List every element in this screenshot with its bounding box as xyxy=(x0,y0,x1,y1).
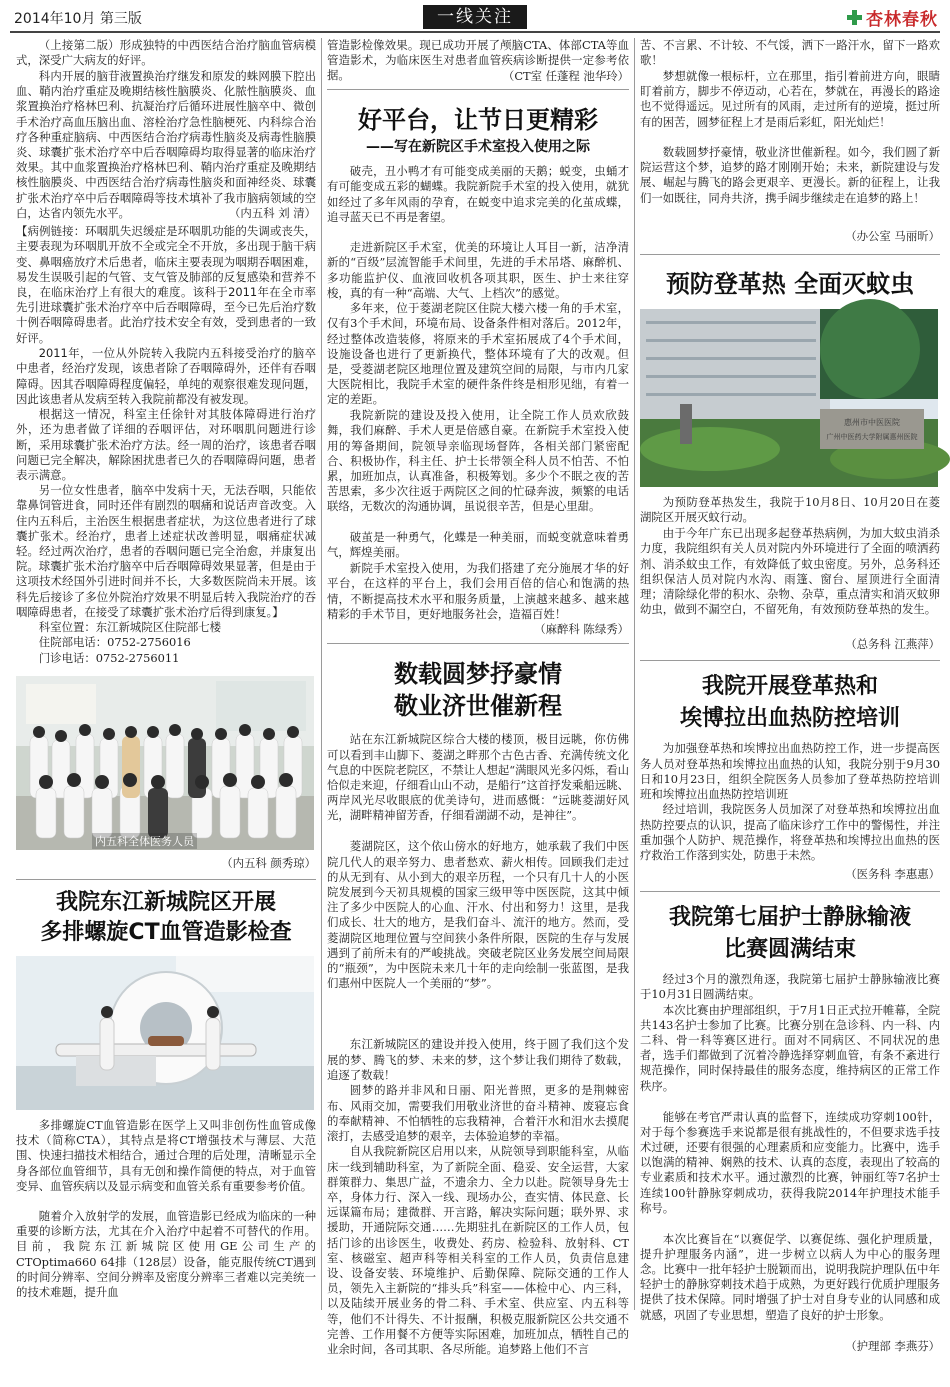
byline: （内五科 刘 清） xyxy=(229,206,316,220)
logo-text: 杏林春秋 xyxy=(866,9,938,30)
article-paragraph: 经过3个月的激烈角逐，我院第七届护士静脉输液比赛于10月31日圆满结束。 xyxy=(640,971,940,1001)
section-divider xyxy=(640,660,940,661)
article-paragraph: 能够在考官严肃认真的监督下，连续成功穿刺100针，对于每个参赛选手来说都是很有挑战性的，不但要求选手技术过硬，还要有很强的心理素质和应变能力。比赛中，选手以饱满的精神、娴熟的技术、认真的态度，表现出了较高的专业素质和技术水平。通过激烈的比赛，钟丽红等7名护士连续100针静脉穿刺成功，获得我院2014年护理技术能手称号。 xyxy=(640,1109,940,1215)
staff-group-photo xyxy=(16,676,314,850)
column-divider xyxy=(321,38,322,1310)
section-divider xyxy=(327,89,629,90)
ct-scanner-photo xyxy=(16,956,314,1110)
column-right xyxy=(640,38,940,1354)
article-paragraph: 我院新院的建设及投入使用，让全院工作人员欢欣鼓舞，我们麻醉、手术人更是倍感自豪。在新院手术室投入使用的筹备期间，院领导亲临现场督阵，各相关部门紧密配合、积极协作，科主任、护士长带领全科人员不怕苦、不怕累，加班加点，认真准备，积极筹划。多少个不眠之夜的苦苦思索，多少次往返于两院区之间的忙碌奔波，频繁的电话联络，无数次的沟通协调，虽说很辛苦，但是心里甜。 xyxy=(327,408,629,514)
article-continuation: （上接第二版）形成独特的中西医结合治疗脑血管病模式，深受广大病友的好评。 xyxy=(16,38,316,68)
section-divider xyxy=(640,891,940,892)
byline: （内五科 颜秀琼） xyxy=(221,855,316,870)
case-link-paragraph: 根据这一情况，科室主任徐针对其肢体障碍进行治疗外，还为患者做了详细的吞咽评估，对环咽肌问题进行诊断，采用球囊扩张术治疗方法。经一周的治疗，该患者吞咽问题已完全解决，解除困扰患者已久的吞咽障碍问题，患者表示满意。 xyxy=(16,407,316,483)
medical-cross-icon xyxy=(847,10,862,25)
article-paragraph: 梦想就像一根标杆，立在那里，指引着前进方向，眼睛盯着前方，脚步不停迈动，心若在，梦就在，再漫长的路途也不觉得遥远。见过所有的风雨，走过所有的逆境，挺过所有的困苦，圆梦征程上才是雨后彩虹，阳光灿烂！ xyxy=(640,69,940,129)
byline: （医务科 李惠惠） xyxy=(845,867,940,882)
article-paragraph: 走进新院区手术室，优美的环境让人耳目一新，洁净清新的“百级”层流智能手术间里，先进的手术吊塔、麻醉机、多功能监护仪、血液回收机各项其职，医生、护士来往穿梭，真的有一种“高端、大气、上档次”的感觉。 xyxy=(327,240,629,300)
column-middle xyxy=(327,38,629,1387)
article-paragraph: 为加强登革热和埃博拉出血热防控工作，进一步提高医务人员对登革热和埃博拉出血热的认知，我院分别于9月30日和10月23日，组织全院医务人员参加了登革热防控培训班和埃博拉出血热防控培训班 xyxy=(640,741,940,802)
article-paragraph: 科内开展的脑苷液置换治疗继发和原发的蛛网膜下腔出血、鞘内治疗重症及晚期结核性脑膜炎、化脓性脑膜炎、血浆置换治疗格林巴利、抗凝治疗后循环进展性脑卒中、微创手术治疗高血压脑出血、溶栓治疗急性脑梗死、内科综合治疗各种重症脑病、中西医结合治疗病毒性脑炎及病毒性脑膜炎、球囊扩张术治疗卒中后吞咽障碍均取得显著的临床治疗效果。其中血浆置换治疗格林巴利、鞘内治疗重症及晚期结核性脑膜炎、中西医结合治疗病毒性脑炎和面神经炎、球囊扩张术治疗卒中后吞咽障碍等技术填补了我市脑病领域的空白，达省内领先水平。 xyxy=(16,69,316,220)
hospital-grounds-photo xyxy=(640,309,938,487)
hospital-grounds-image xyxy=(640,309,938,487)
article-paragraph: 菱湖院区，这个依山傍水的好地方，她承载了我们中医院几代人的艰辛努力、患者愁欢、薪火相传。回顾我们走过的从无到有、从小到大的艰辛历程，一个只有几十人的小医院发展到今天初具规模的国家三级甲等中医医院，这其中倾注了多少中医院人的心血、汗水、付出和努力！这里，是我们成长、壮大的地方，是我们奋斗、流汗的地方。然而，受菱湖院区地理位置与空间狭小条件所限，医院的生存与发展遇到了前所未有的严峻挑战。突破老院区业务发展空间局限的“瓶颈”，为中医院未来几十年的走向绘制一张蓝图，是我们惠州中医院人一个美丽的“梦”。 xyxy=(327,839,629,991)
byline: （总务科 江燕萍） xyxy=(845,637,940,652)
article-paragraph: 站在东江新城院区综合大楼的楼顶，极目远眺，你仿佛可以看到丰山脚下、菱湖之畔那个古色古香、充满传统文化气息的中医院老院区，不禁让人想起“满眼风光多闪烁，看山恰似走来迎，仔细看山山不动，是船行”这首抒发乘船远眺、两岸风光尽收眼底的优美诗句，进而感慨：“远眺菱湖好风光，湖畔精神留芳香，仔细看湖湖不动，是神往”。 xyxy=(327,732,629,823)
article-paragraph: 本次比赛旨在“以赛促学、以赛促练、强化护理质量，提升护理服务内涵”，进一步树立以病人为中心的服务理念。比赛中一批年轻护士脱颖而出，说明我院护理队伍中年轻护士的静脉穿刺技术趋于成熟，为更好践行优质护理服务提供了技术保障。同时增强了护士对自身专业的认同感和成就感，巩固了专业思想，塑造了良好的护士形象。 xyxy=(640,1231,940,1322)
section-title: 一线关注 xyxy=(423,5,527,29)
headline-dengue: 预防登革热 全面灭蚊虫 xyxy=(665,270,915,299)
byline: （CT室 任蓬程 池华玲） xyxy=(502,69,629,83)
headline-nurse-line2: 比赛圆满结束 xyxy=(723,936,856,962)
headline-dream-line1: 数载圆梦抒豪情 xyxy=(394,660,562,689)
article-paragraph: 自从我院新院区启用以来，从院领导到职能科室，从临床一线到辅助科室，为了新院全面、稳妥、安全运营，大家群策群力、集思广益，不遗余力、全力以赴。院领导身先士卒，身体力行、深入一线、现场办公，查实情、体民意、长远谋篇布局；建微群、开言路，解决实际问题；联外界、求援助，开通院际交通……先期驻扎在新院区的工作人员，包括门诊的出诊医生，收费处、药房、检验科、放射科、CT室、核磁室、超声科等相关科室的工作人员，负责信息建设、设备安装、环境维护、后勤保障、院际交通的工作人员，领先入主新院的“排头兵”科室——体检中心、内三科，以及陆续开展业务的骨二科、手术室、供应室、内五科等等，他们不计得失、不计报酬，积极克服新院区公共交通不完善、工作用餐不方便等实际困难，加班加点，牺牲自己的业余时间，各司其职、各尽所能。追梦路上他们不言 xyxy=(327,1144,629,1357)
byline: （办公室 马丽昕） xyxy=(845,229,940,243)
section-divider xyxy=(327,643,629,644)
article-paragraph: 东江新城院区的建设并投入使用，终于圆了我们这个发展的梦、腾飞的梦、未来的梦，这个梦让我们期待了数载，追逐了数载！ xyxy=(327,1037,629,1082)
article-paragraph: 圆梦的路并非风和日丽、阳光普照，更多的是荆棘密布、风雨交加，需要我们用敬业济世的奋斗精神、废寝忘食的奉献精神、不怕牺牲的忘我精神，合着汗水和泪水去摸爬滚打，去感受追梦的艰辛，去体验追梦的幸福。 xyxy=(327,1083,629,1144)
case-link-paragraph: 球囊扩张术治疗脑卒中后吞咽障碍效果显著，但是由于这项技术经国外引进时间并不长，大多数医院尚未开展。该科先后接诊了多位外院治疗效果不明显后转入我院治疗的吞咽障碍患者，在接受了球囊扩张术治疗后得到康复。】 xyxy=(16,559,316,619)
section-divider xyxy=(640,254,940,255)
building-sign-line1: 惠州市中医医院 xyxy=(844,418,900,428)
headline-ct-line1: 我院东江新城院区开展 xyxy=(55,890,276,916)
staff-group-image xyxy=(16,676,314,850)
case-link-paragraph: 2011年，一位从外院转入我院内五科接受治疗的脑卒中患者，经治疗发现，该患者除了吞咽障碍外，还伴有吞咽障碍。因其吞咽障碍程度偏轻，单纯的观察很难发现问题，因此该患者从发病至转入我院前都没有被发现。 xyxy=(16,346,316,406)
section-divider xyxy=(16,879,316,880)
issue-date-page: 2014年10月 第三版 xyxy=(14,11,142,27)
building-sign-line2: 广州中医药大学附属惠州医院 xyxy=(826,433,918,442)
article-paragraph: 经过培训，我院医务人员加深了对登革热和埃博拉出血热防控要点的认识，提高了临床诊疗工作中的警惕性，并注重加强个人防护、规范操作，将登革热和埃博拉出血热的医疗救治工作落到实处，防患于未然。 xyxy=(640,802,940,863)
case-link-paragraph: 另一位女性患者，脑卒中发病十天，无法吞咽，只能依靠鼻饲管进食，同时还伴有剧烈的咽痛和说话声音改变。入住内五科后，主治医生根据患者症状，为这位患者进行了球囊扩张术。经治疗，患者上述症状改善明显，咽痛症状减轻。经过两次治疗，患者的吞咽问题已完全治愈，并康复出院。 xyxy=(16,483,316,574)
headline-dream-line2: 敬业济世催新程 xyxy=(394,692,562,721)
case-link-intro: 【病例链接：环咽肌失迟缓症是环咽肌功能的失调或丧失，主要表现为环咽肌开放不全或完全不开放，多出现于脑干病变、鼻咽癌放疗术后患者，临床主要表现为咽期吞咽困难，易发生误吸引起的气管、支气管及肺部的反复感染和营养不良，在临床治疗上有很大的难度。该科于2011年在全市率先引进球囊扩张术治疗卒中后吞咽障碍，至今已先后治疗数十例吞咽障碍患者。此治疗技术安全有效，受到患者的一致好评。 xyxy=(16,224,316,345)
article-paragraph: 多年来，位于菱湖老院区住院大楼六楼一角的手术室，仅有3个手术间，环境布局、设备条件相对落后。2012年，经过整体改造装修，将原来的手术室拓展成了4个手术间，设施设备也进行了更新换代，整体环境有了大的改观。但是，受菱湖老院区地理位置及建筑空间的局限，与市内几家大医院相比，我院手术室的硬件条件终是相形见绌，有着一定的差距。 xyxy=(327,301,629,407)
headline-operating-room: 好平台，让节日更精彩 xyxy=(358,105,598,135)
masthead-logo xyxy=(847,4,938,30)
article-paragraph: 新院手术室投入使用，为我们搭建了充分施展才华的好平台，在这样的平台上，我们会用百倍的信心和饱满的热情，不断提高技术水平和服务质量，上演越来越多、越来越精彩的手术节目，更好地服务社会，造福百姓！ xyxy=(327,561,629,621)
article-continuation: 苦、不言累、不计较、不气馁，洒下一路汗水，留下一路欢歌！ xyxy=(640,38,940,68)
article-paragraph: 数载圆梦抒豪情，敬业济世催新程。如今，我们圆了新院运营这个梦，追梦的路才刚刚开始；未来，新院建设与发展、崛起与腾飞的路会更艰辛、更漫长。新的征程上，让我们一如既往，同舟共济，携手阔步继续走在追梦的路上！ xyxy=(640,145,940,205)
photo-caption: 内五科全体医务人员 xyxy=(92,833,197,849)
byline: （麻醉科 陈绿秀） xyxy=(534,622,629,637)
headline-nurse-line1: 我院第七届护士静脉输液 xyxy=(668,904,911,930)
article-paragraph: 为预防登革热发生，我院于10月8日、10月20日在菱湖院区开展灭蚊行动。 xyxy=(640,495,940,525)
article-paragraph: 破壳，丑小鸭才有可能变成美丽的天鹅；蜕变，虫蛹才有可能变成五彩的蝴蝶。我院新院手术室的投入使用，就犹如经过了多年风雨的孕育，在蜕变中追求完美的化茧成蝶，追寻蓝天已不再是奢望。 xyxy=(327,164,629,224)
article-paragraph: 由于今年广东已出现多起登革热病例，为加大蚊虫消杀力度，我院组织有关人员对院内外环境进行了全面的喷洒药剂、消杀蚊虫工作，有效降低了蚊虫密度。另外，总务科还组织保洁人员对院内水沟、雨篷、窗台、屋顶进行全面清理；清除绿化带的积水、杂物、杂草，重点清实和消灭蚊卵幼虫，做到不漏空白，不留死角，有效预防登革热的发生。 xyxy=(640,526,940,617)
case-link-box xyxy=(16,224,316,620)
byline: （护理部 李燕芬） xyxy=(845,1338,940,1353)
article-paragraph: 随着介入放射学的发展，血管造影已经成为临床的一种重要的诊断方法，尤其在介入治疗中起着不可替代的作用。目前，我院东江新城院区使用GE公司生产的CTOptima660 64排（128层）设备，能克服传统CT遇到的时间分辨率、空间分辨率及密度分辨率三者难以完美统一的技术难题，提升血 xyxy=(16,1209,316,1300)
subheadline-operating-room: ——写在新院区手术室投入使用之际 xyxy=(366,139,590,156)
headline-training-line1: 我院开展登革热和 xyxy=(701,674,878,700)
dept-location: 科室位置：东江新城院区住院部七楼 xyxy=(38,620,222,635)
article-continuation: 管造影检像效果。现已成功开展了颅脑CTA、体部CTA等血管造影术，为临床医生对患者血管疾病诊断提供一定参考依据。 xyxy=(327,38,629,83)
article-paragraph: 多排螺旋CT血管造影在医学上又叫非创伤性血管成像技术（简称CTA），其特点是将CT增强技术与薄层、大范围、快速扫描技术相结合，通过合理的后处理，清晰显示全身各部位血管细节，具有无创和操作简便的特点，对于血管变异、血管疾病以及显示病变和血管关系有重要参考价值。 xyxy=(16,1118,316,1193)
article-paragraph: 本次比赛由护理部组织，于7月1日正式拉开帷幕，全院共143名护士参加了比赛。比赛分别在急诊科、内一科、内二科、骨一科等赛区进行。面对不同病区、不同状况的患者，选手们都做到了沉着冷静选择穿刺血管，有条不紊进行规范操作，同时保持最佳的服务态度，维持病区的正常工作秩序。 xyxy=(640,1002,940,1093)
column-divider xyxy=(634,38,635,1310)
ward-phone: 住院部电话：0752-2756016 xyxy=(38,635,191,650)
clinic-phone: 门诊电话：0752-2756011 xyxy=(38,650,180,665)
ct-scanner-image xyxy=(16,956,314,1110)
header-rule xyxy=(10,31,940,33)
headline-ct-line2: 多排螺旋CT血管造影检查 xyxy=(40,920,292,946)
headline-training-line2: 埃博拉出血热防控培训 xyxy=(679,706,900,732)
article-paragraph: 破茧是一种勇气，化蝶是一种美丽，而蜕变就意味着勇气，辉煌美丽。 xyxy=(327,530,629,560)
column-left xyxy=(16,38,316,1300)
